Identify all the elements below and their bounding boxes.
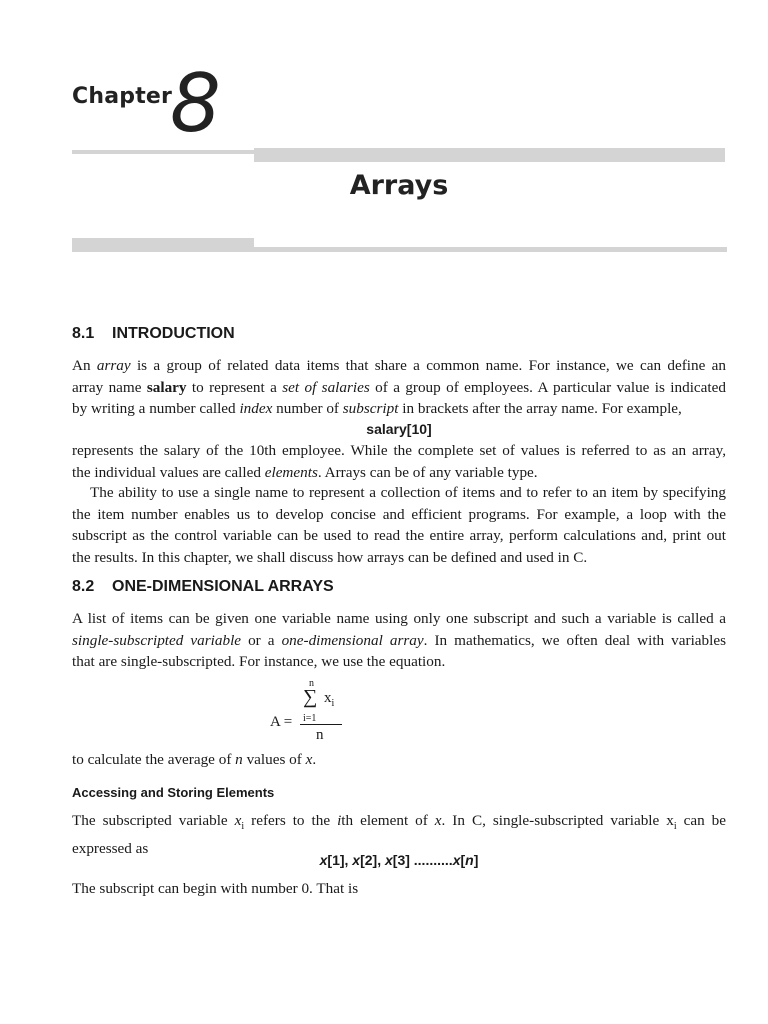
intro-paragraph-2: represents the salary of the 10th employee. While the complete set of values is referred to as an array, the individual values are called elements. Arrays can be of any variable type.	[72, 442, 726, 481]
chapter-title: Arrays	[349, 170, 449, 201]
footer-bar-thick-left	[72, 238, 254, 252]
one-dim-paragraph-1: A list of items can be given one variable name using only one subscript and such a variable is called a single-subscripted variable or a one-dimensional array. In mathematics, we often deal with variables that are single-subscripted. For instance, we use the equation.	[72, 610, 726, 670]
one-dim-paragraph-2: to calculate the average of n values of x.	[72, 751, 317, 768]
intro-paragraph-3: The ability to use a single name to represent a collection of items and to refer to an item by specifying the item number enables us to develop concise and efficient programs. For example, a loop with the subscript as the control variable can be used to read the entire array, perform calculations and, print out the results. In this chapter, we shall discuss how arrays can be defined and used in C.	[72, 484, 726, 566]
section-number: 8.2	[72, 578, 95, 595]
section-heading-introduction	[72, 325, 235, 343]
header-bar-thick-right	[254, 148, 725, 162]
accessing-paragraph-2: The subscript can begin with number 0. That is	[72, 880, 359, 897]
accessing-paragraph-1: The subscripted variable $x_i$ refers to the ith element of x. In C, single-subscripted variable $x_i$ can be expressed as	[72, 812, 727, 857]
section-title: INTRODUCTION	[112, 325, 235, 342]
sigma-lower-limit: i=1	[303, 713, 317, 724]
subsection-heading-accessing: Accessing and Storing Elements	[72, 785, 275, 800]
footer-bar-thin-right	[254, 247, 727, 252]
example-salary: salary[10]	[366, 421, 432, 437]
section-title: ONE-DIMENSIONAL ARRAYS	[112, 578, 334, 595]
chapter-label: Chapter	[72, 84, 173, 109]
section-number: 8.1	[72, 325, 95, 342]
equation-lhs: A =	[270, 714, 293, 730]
example-x-array: x[1], x[2], x[3] ..........x[n]	[319, 852, 479, 868]
sigma-symbol: ∑	[303, 686, 318, 708]
equation-denominator: n	[316, 727, 324, 743]
chapter-number: 8	[170, 57, 221, 150]
intro-paragraph-1: An array is a group of related data items that share a common name. For instance, we can define an array name salary to represent a set of salaries of a group of employees. A particular value is indicated by writing a number called index number of subscript in brackets after the array name. For example,	[72, 357, 726, 417]
fraction-line	[300, 724, 342, 725]
sigma-upper-limit: n	[309, 678, 314, 689]
section-heading-one-dimensional-arrays	[72, 578, 334, 596]
sigma-term: $x_i$	[324, 690, 335, 709]
header-bar-thin-left	[72, 150, 254, 154]
